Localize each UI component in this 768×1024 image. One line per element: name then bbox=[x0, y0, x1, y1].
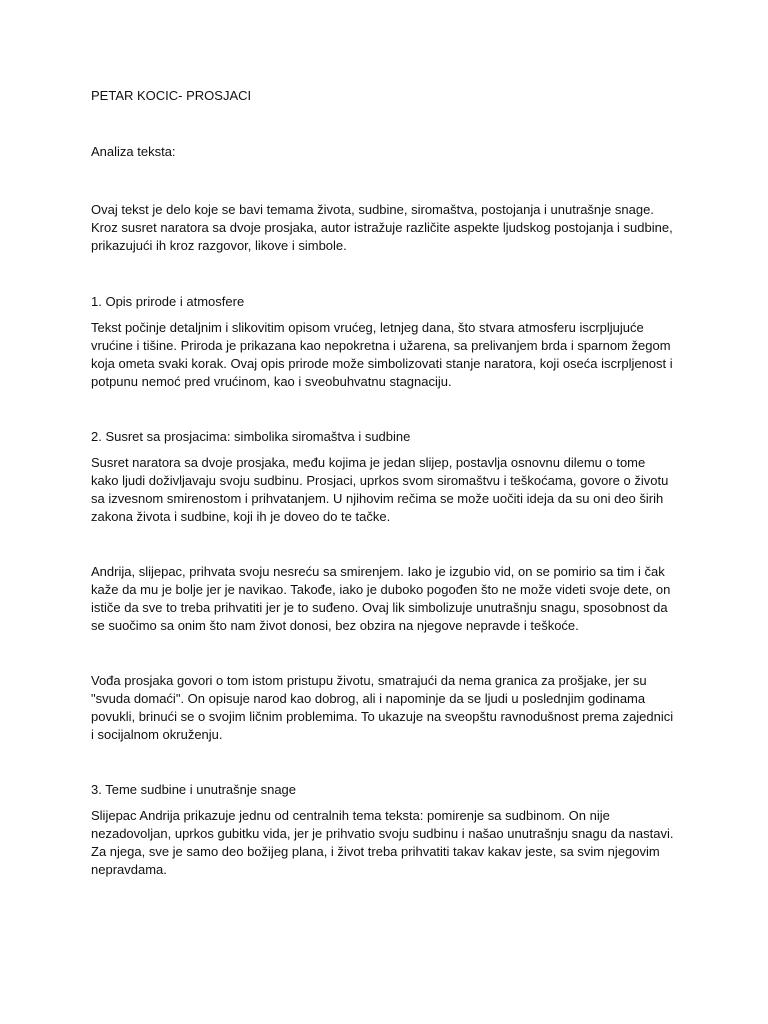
document-title: PETAR KOCIC- PROSJACI bbox=[91, 88, 252, 103]
section3-line: nezadovoljan, uprkos gubitku vida, jer je prihvatio svoju sudbinu i našao unutrašnju snagu da nastavi. bbox=[91, 826, 674, 841]
section2-line: ističe da sve to treba prihvatiti jer je to suđeno. Ovaj lik simbolizuje unutrašnju snagu, sposobnost da bbox=[91, 600, 668, 615]
section2-line: sa izvesnom smirenostom i prihvatanjem. U njihovim rečima se može uočiti ideja da su oni deo širih bbox=[91, 491, 664, 506]
document-body bbox=[91, 87, 691, 879]
section1-line: Tekst počinje detaljnim i slikovitim opisom vrućeg, letnjeg dana, što stvara atmosferu iscrpljujuće bbox=[91, 320, 644, 335]
section2-line: zakona života i sudbine, koji ih je doveo do te tačke. bbox=[91, 509, 391, 524]
section-heading-3: 3. Teme sudbine i unutrašnje snage bbox=[91, 782, 297, 797]
section1-line: potpunu nemoć pred vrućinom, kao i sveobuhvatnu stagnaciju. bbox=[91, 374, 452, 389]
section2-line: kako ljudi doživljavaju svoju sudbinu. Prosjaci, uprkos svom siromaštvu i teškoćama, govore o životu bbox=[91, 473, 669, 488]
section2-line: i socijalnom okruženju. bbox=[91, 727, 223, 742]
section2-paragraph-3 bbox=[91, 672, 691, 744]
section2-line: Vođa prosjaka govori o tom istom pristupu životu, smatrajući da nema granica za prošjake, jer su bbox=[91, 673, 647, 688]
section2-paragraph-1 bbox=[91, 454, 691, 526]
intro-line: Kroz susret naratora sa dvoje prosjaka, autor istražuje različite aspekte ljudskog postojanja i sudbine, bbox=[91, 220, 673, 235]
section1-paragraph bbox=[91, 319, 691, 391]
section2-line: kaže da mu je bolje jer je navikao. Takođe, iako je duboko pogođen što ne može videti svoje dete, on bbox=[91, 582, 671, 597]
section3-line: Slijepac Andrija prikazuje jednu od centralnih tema teksta: pomirenje sa sudbinom. On nije bbox=[91, 808, 610, 823]
section1-line: vrućine i tišine. Priroda je prikazana kao nepokretna i užarena, sa prelivanjem brda i sparnom žegom bbox=[91, 338, 671, 353]
section2-line: "svuda domaći". On opisuje narod kao dobrog, ali i napominje da se ljudi u poslednjim godinama bbox=[91, 691, 646, 706]
section2-line: se suočimo sa onim što nam život donosi, bez obzira na njegove nepravde i teškoće. bbox=[91, 618, 579, 633]
section2-line: Susret naratora sa dvoje prosjaka, među kojima je jedan slijep, postavlja osnovnu dilemu o tome bbox=[91, 455, 646, 470]
section1-line: koja ometa svaki korak. Ovaj opis prirode može simbolizovati stanje naratora, koji oseća iscrpljenost i bbox=[91, 356, 673, 371]
section2-line: povukli, brinući se o svojim ličnim problemima. To ukazuje na sveopštu ravnodušnost prema zajednici bbox=[91, 709, 674, 724]
section-heading-2: 2. Susret sa prosjacima: simbolika siromaštva i sudbine bbox=[91, 429, 411, 444]
intro-line: prikazujući ih kroz razgovor, likove i simbole. bbox=[91, 238, 347, 253]
section2-paragraph-2 bbox=[91, 563, 691, 635]
section3-paragraph bbox=[91, 807, 691, 879]
section2-line: Andrija, slijepac, prihvata svoju nesreću sa smirenjem. Iako je izgubio vid, on se pomirio sa tim i čak bbox=[91, 564, 665, 579]
section3-line: Za njega, sve je samo deo božijeg plana, i život treba prihvatiti takav kakav jeste, sa svim njegovim bbox=[91, 844, 660, 859]
intro-line: Ovaj tekst je delo koje se bavi temama života, sudbine, siromaštva, postojanja i unutrašnje snage. bbox=[91, 202, 654, 217]
intro-paragraph bbox=[91, 201, 691, 255]
section3-line: nepravdama. bbox=[91, 862, 167, 877]
section-heading-1: 1. Opis prirode i atmosfere bbox=[91, 294, 245, 309]
document-subtitle: Analiza teksta: bbox=[91, 144, 176, 159]
